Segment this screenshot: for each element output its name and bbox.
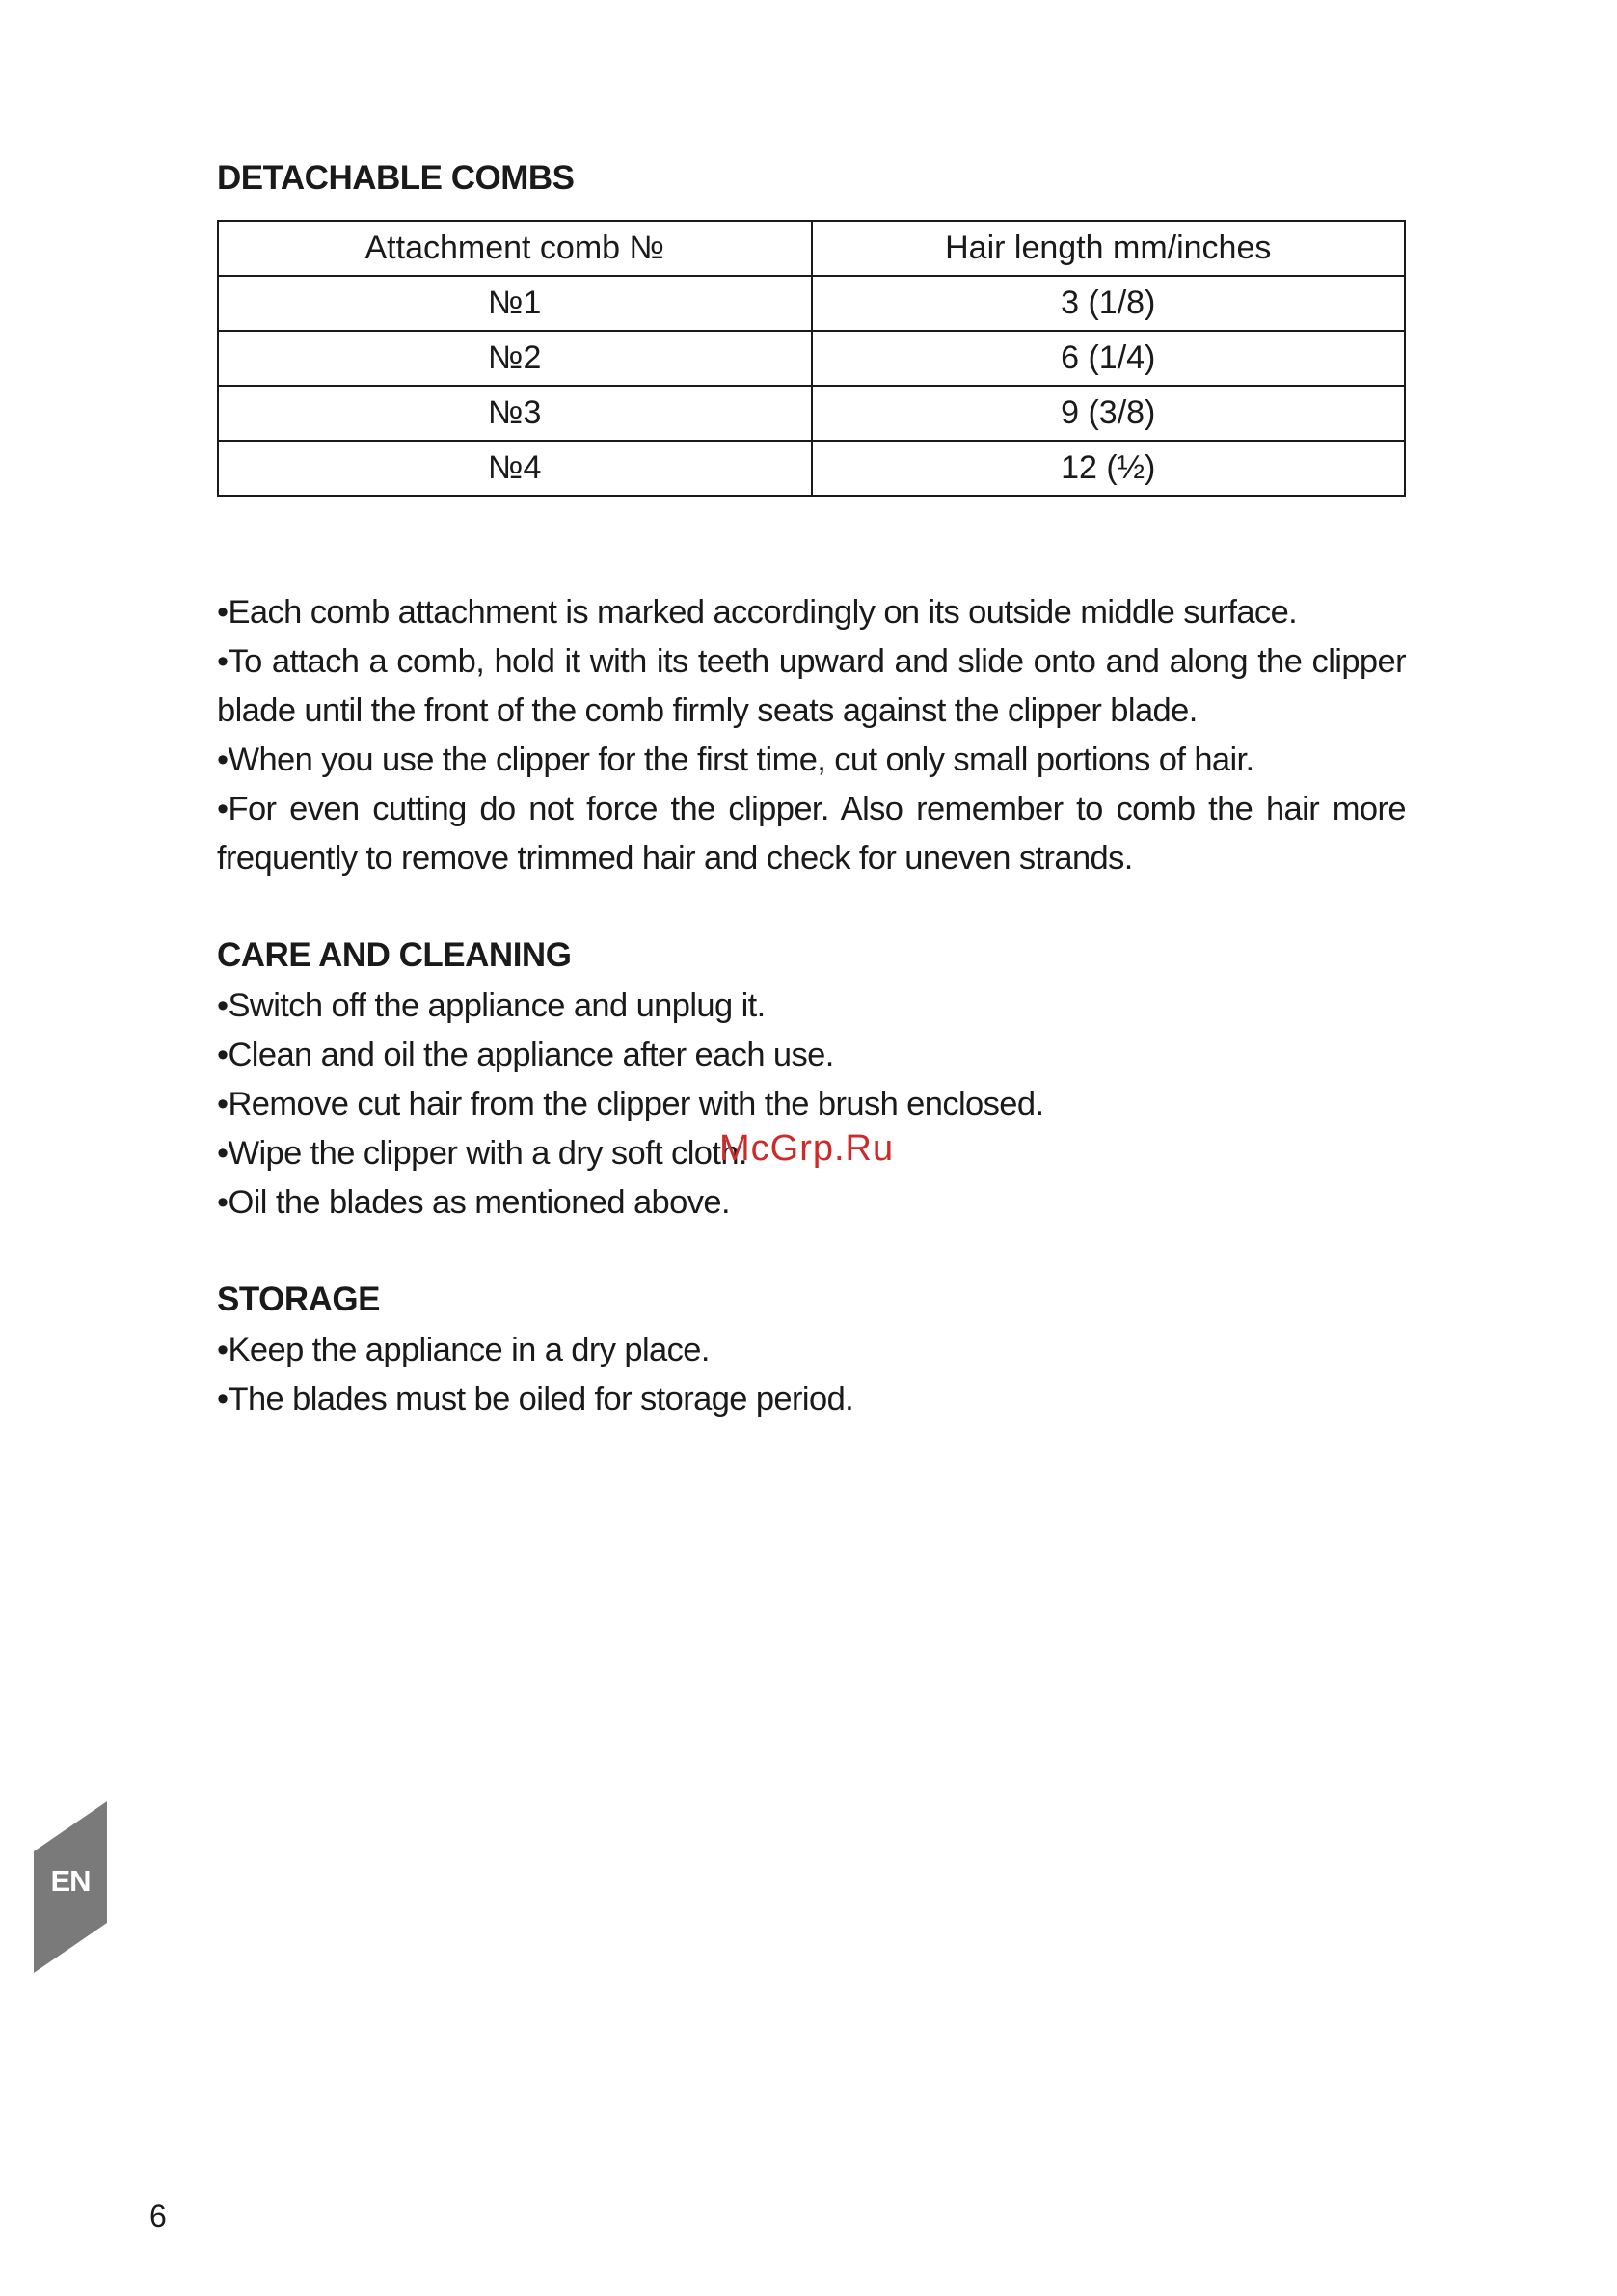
hair-length: 12 (½) [812, 441, 1406, 496]
comb-number: №2 [218, 331, 812, 386]
table-row [218, 276, 1405, 331]
list-item: •Remove cut hair from the clipper with the brush enclosed. [217, 1086, 1044, 1122]
table-row [218, 386, 1405, 441]
list-item: •Switch off the appliance and unplug it. [217, 987, 766, 1024]
hair-length: 3 (1/8) [812, 276, 1406, 331]
page-content [217, 154, 1406, 1424]
language-label: EN [50, 1864, 91, 1898]
list-item: •The blades must be oiled for storage period. [217, 1381, 854, 1418]
hair-length: 6 (1/4) [812, 331, 1406, 386]
list-item: •Wipe the clipper with a dry soft cloth. [217, 1135, 747, 1172]
hair-length: 9 (3/8) [812, 386, 1406, 441]
combs-table [217, 220, 1406, 497]
list-item: •Oil the blades as mentioned above. [217, 1184, 730, 1221]
table-header-row [218, 221, 1405, 276]
list-item: •Clean and oil the appliance after each use. [217, 1037, 834, 1073]
comb-instructions-list [217, 588, 1406, 883]
watermark: McGrp.Ru [719, 1128, 895, 1169]
comb-number: №1 [218, 276, 812, 331]
comb-number: №3 [218, 386, 812, 441]
care-list [217, 982, 1406, 1228]
table-row [218, 331, 1405, 386]
list-item: •Each comb attachment is marked accordingly on its outside middle surface. [217, 594, 1298, 631]
storage-heading: STORAGE [217, 1281, 380, 1318]
page-number: 6 [149, 2199, 167, 2233]
header-attachment-comb: Attachment comb № [218, 221, 812, 276]
list-item: •For even cutting do not force the clipper. Also remember to comb the hair more frequently to remove trimmed hair and check for uneven strands. [217, 791, 1406, 877]
table-row [218, 441, 1405, 496]
comb-number: №4 [218, 441, 812, 496]
header-hair-length: Hair length mm/inches [812, 221, 1406, 276]
storage-list [217, 1326, 1406, 1424]
list-item: •When you use the clipper for the first time, cut only small portions of hair. [217, 742, 1254, 778]
care-and-cleaning-heading: CARE AND CLEANING [217, 936, 572, 974]
detachable-combs-heading: DETACHABLE COMBS [217, 159, 575, 197]
list-item: •Keep the appliance in a dry place. [217, 1332, 710, 1368]
list-item: •To attach a comb, hold it with its teeth upward and slide onto and along the clipper blade until the front of the comb firmly seats against the clipper blade. [217, 643, 1406, 729]
